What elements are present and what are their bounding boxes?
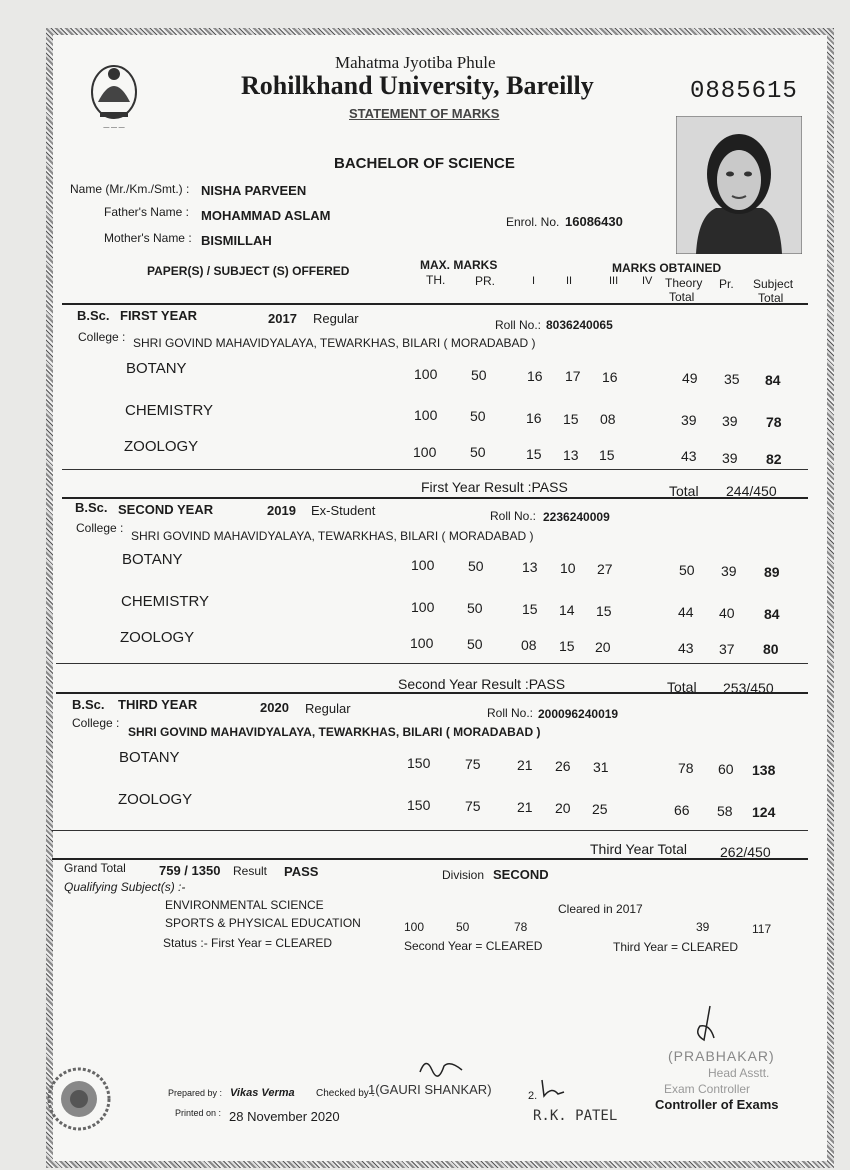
father-label: Father's Name : [104, 205, 189, 219]
col-subject: Subject [753, 277, 794, 291]
paper-3: 31 [593, 759, 609, 775]
paper-2: 13 [563, 447, 579, 463]
subject-name: BOTANY [126, 360, 187, 377]
year3-roll-label: Roll No.: [487, 706, 534, 720]
qualifying-subject-2: SPORTS & PHYSICAL EDUCATION [165, 916, 361, 930]
paper-3: 20 [595, 639, 611, 655]
grand-total-label: Grand Total [64, 861, 126, 875]
subject-total: 84 [764, 606, 780, 622]
max-pr: 50 [468, 558, 484, 574]
printed-date: 28 November 2020 [229, 1109, 340, 1124]
head-asstt-stamp: Head Asstt. [708, 1066, 770, 1080]
enrol-number: 16086430 [565, 214, 623, 229]
q2-practical: 39 [696, 920, 710, 934]
serial-number: 0885615 [690, 78, 798, 105]
paper-3: 08 [600, 411, 616, 427]
prabhakar-stamp: (PRABHAKAR) [668, 1048, 775, 1064]
year3-divider [52, 830, 808, 831]
max-th: 150 [407, 797, 431, 813]
year2-level: B.Sc. [75, 500, 108, 515]
exam-controller-stamp: Exam Controller [664, 1082, 751, 1096]
max-th: 100 [411, 599, 435, 615]
paper-3: 25 [592, 801, 608, 817]
statement-title: STATEMENT OF MARKS [349, 106, 500, 121]
paper-3: 27 [597, 561, 613, 577]
year1-level: B.Sc. [77, 308, 110, 323]
printed-label: Printed on : [175, 1108, 222, 1118]
enrol-label: Enrol. No. [506, 215, 560, 229]
subject-name: BOTANY [122, 551, 183, 568]
practical-marks: 40 [719, 605, 735, 621]
mother-label: Mother's Name : [104, 231, 192, 245]
year3-year: 2020 [260, 700, 289, 715]
year1-college-label: College : [78, 330, 126, 344]
year3-total: 262/450 [720, 844, 771, 860]
practical-marks: 39 [721, 563, 737, 579]
checked-label: Checked by : [316, 1088, 375, 1099]
signature-controller [690, 1004, 730, 1046]
result-value: PASS [284, 864, 319, 879]
result-label: Result [233, 864, 268, 878]
paper-1: 13 [522, 559, 538, 575]
year2-college: SHRI GOVIND MAHAVIDYALAYA, TEWARKHAS, BILARI ( MORADABAD ) [131, 529, 534, 543]
year2-year: 2019 [267, 503, 296, 518]
year2-roll: 2236240009 [543, 510, 610, 524]
year3-status: Regular [305, 701, 351, 716]
practical-marks: 58 [717, 803, 733, 819]
col-ii: II [566, 275, 573, 287]
year1-roll-label: Roll No.: [495, 318, 542, 332]
subject-total: 124 [752, 804, 776, 820]
svg-text:— — —: — — — [103, 125, 125, 131]
q2-paper-1: 78 [514, 920, 528, 934]
max-pr: 75 [465, 798, 481, 814]
col-practical: Pr. [719, 277, 734, 291]
max-th: 100 [411, 557, 435, 573]
subject-total: 84 [765, 372, 781, 388]
prepared-label: Prepared by : [168, 1088, 223, 1098]
year1-roll: 8036240065 [546, 318, 613, 332]
paper-2: 10 [560, 560, 576, 576]
year2-result: Second Year Result :PASS [398, 676, 566, 692]
year2-end-divider [56, 692, 808, 694]
theory-total: 43 [681, 448, 697, 464]
col-iv: IV [642, 275, 653, 287]
rk-patel-stamp: R.K. PATEL [533, 1108, 618, 1124]
signature-2 [538, 1076, 568, 1100]
year1-title: FIRST YEAR [120, 308, 198, 323]
year1-college: SHRI GOVIND MAHAVIDYALAYA, TEWARKHAS, BILARI ( MORADABAD ) [133, 336, 536, 350]
subject-name: CHEMISTRY [121, 593, 210, 610]
max-th: 100 [410, 635, 434, 651]
subject-name: ZOOLOGY [120, 629, 195, 646]
qualifying-label: Qualifying Subject(s) :- [64, 880, 186, 894]
paper-2: 15 [559, 638, 575, 654]
max-pr: 75 [465, 756, 481, 772]
subject-total: 89 [764, 564, 780, 580]
max-pr: 50 [467, 636, 483, 652]
q2-total: 117 [752, 922, 772, 936]
max-th: 100 [413, 444, 437, 460]
paper-2: 26 [555, 758, 571, 774]
max-th: 150 [407, 755, 431, 771]
checked-by: 1(GAURI SHANKAR) [368, 1082, 492, 1097]
q2-max-pr: 50 [456, 920, 470, 934]
paper-1: 21 [517, 757, 533, 773]
subject-name: ZOOLOGY [124, 438, 199, 455]
max-pr: 50 [470, 408, 486, 424]
year1-result: First Year Result :PASS [421, 479, 568, 495]
paper-2: 17 [565, 368, 581, 384]
col-pr: PR. [475, 274, 496, 288]
practical-marks: 35 [724, 371, 740, 387]
paper-3: 16 [602, 369, 618, 385]
max-pr: 50 [471, 367, 487, 383]
division-value: SECOND [493, 867, 549, 882]
col-i: I [532, 275, 536, 287]
student-photo [676, 116, 802, 254]
university-seal-icon [44, 1064, 114, 1134]
col-max: MAX. MARKS [420, 258, 498, 272]
col-subject-total: Total [758, 291, 784, 305]
signature-checker [418, 1052, 464, 1082]
subject-total: 82 [766, 451, 782, 467]
prepared-by: Vikas Verma [230, 1087, 295, 1099]
father-name: MOHAMMAD ASLAM [201, 208, 331, 223]
practical-marks: 39 [722, 413, 738, 429]
paper-1: 15 [526, 446, 542, 462]
status-second-year: Second Year = CLEARED [404, 939, 543, 953]
university-emblem-icon [78, 52, 150, 132]
year1-divider [62, 469, 808, 470]
paper-2: 15 [563, 411, 579, 427]
subject-name: BOTANY [119, 749, 180, 766]
year1-year: 2017 [268, 311, 297, 326]
year2-college-label: College : [76, 521, 124, 535]
university-line1: Mahatma Jyotiba Phule [335, 53, 496, 72]
paper-1: 16 [526, 410, 542, 426]
paper-1: 15 [522, 601, 538, 617]
max-th: 100 [414, 366, 438, 382]
subject-total: 138 [752, 762, 776, 778]
subject-total: 80 [763, 641, 779, 657]
year3-end-divider [52, 858, 808, 860]
col-obtained: MARKS OBTAINED [612, 261, 722, 275]
theory-total: 39 [681, 412, 697, 428]
name-label: Name (Mr./Km./Smt.) : [70, 182, 190, 196]
qualifying-subject-1: ENVIRONMENTAL SCIENCE [165, 898, 324, 912]
practical-marks: 39 [722, 450, 738, 466]
max-pr: 50 [467, 600, 483, 616]
year1-total: 244/450 [726, 483, 777, 499]
status-first-year: Status :- First Year = CLEARED [163, 936, 333, 950]
qualifying-subject-1-status: Cleared in 2017 [558, 902, 643, 916]
max-pr: 50 [470, 444, 486, 460]
theory-total: 43 [678, 640, 694, 656]
subject-name: ZOOLOGY [118, 791, 193, 808]
subject-name: CHEMISTRY [125, 402, 214, 419]
degree-title: BACHELOR OF SCIENCE [334, 155, 515, 172]
year2-roll-label: Roll No.: [490, 509, 537, 523]
checked-number: 2. [528, 1090, 538, 1102]
year1-total-label: Total [669, 483, 699, 499]
paper-1: 08 [521, 637, 537, 653]
col-th: TH. [426, 273, 446, 287]
year3-college: SHRI GOVIND MAHAVIDYALAYA, TEWARKHAS, BILARI ( MORADABAD ) [128, 725, 541, 739]
col-theory-total: Total [669, 290, 695, 304]
header-divider [62, 303, 808, 305]
paper-2: 14 [559, 602, 575, 618]
theory-total: 78 [678, 760, 694, 776]
paper-1: 21 [517, 799, 533, 815]
paper-3: 15 [596, 603, 612, 619]
paper-2: 20 [555, 800, 571, 816]
student-name: NISHA PARVEEN [201, 183, 307, 198]
year3-title: THIRD YEAR [118, 697, 198, 712]
paper-3: 15 [599, 447, 615, 463]
theory-total: 50 [679, 562, 695, 578]
controller-of-exams: Controller of Exams [655, 1097, 779, 1112]
theory-total: 44 [678, 604, 694, 620]
theory-total: 66 [674, 802, 690, 818]
mother-name: BISMILLAH [201, 233, 272, 248]
grand-total: 759 / 1350 [159, 863, 221, 878]
col-theory: Theory [665, 276, 703, 290]
practical-marks: 60 [718, 761, 734, 777]
subject-total: 78 [766, 414, 782, 430]
max-th: 100 [414, 407, 438, 423]
year3-level: B.Sc. [72, 697, 105, 712]
year2-total-label: Total [667, 679, 697, 695]
year1-end-divider [62, 497, 808, 499]
year3-college-label: College : [72, 716, 120, 730]
theory-total: 49 [682, 370, 698, 386]
division-label: Division [442, 868, 485, 882]
year3-roll: 200096240019 [538, 707, 619, 721]
col-iii: III [609, 275, 619, 287]
practical-marks: 37 [719, 641, 735, 657]
year2-total: 253/450 [723, 680, 774, 696]
university-name: Rohilkhand University, Bareilly [241, 71, 594, 100]
col-paper: PAPER(S) / SUBJECT (S) OFFERED [147, 264, 350, 278]
status-third-year: Third Year = CLEARED [613, 940, 739, 954]
year3-result: Third Year Total [590, 841, 688, 857]
year2-divider [56, 663, 808, 664]
q2-max-th: 100 [404, 920, 425, 934]
year1-status: Regular [313, 311, 359, 326]
year2-status: Ex-Student [311, 503, 376, 518]
year2-title: SECOND YEAR [118, 502, 214, 517]
paper-1: 16 [527, 368, 543, 384]
